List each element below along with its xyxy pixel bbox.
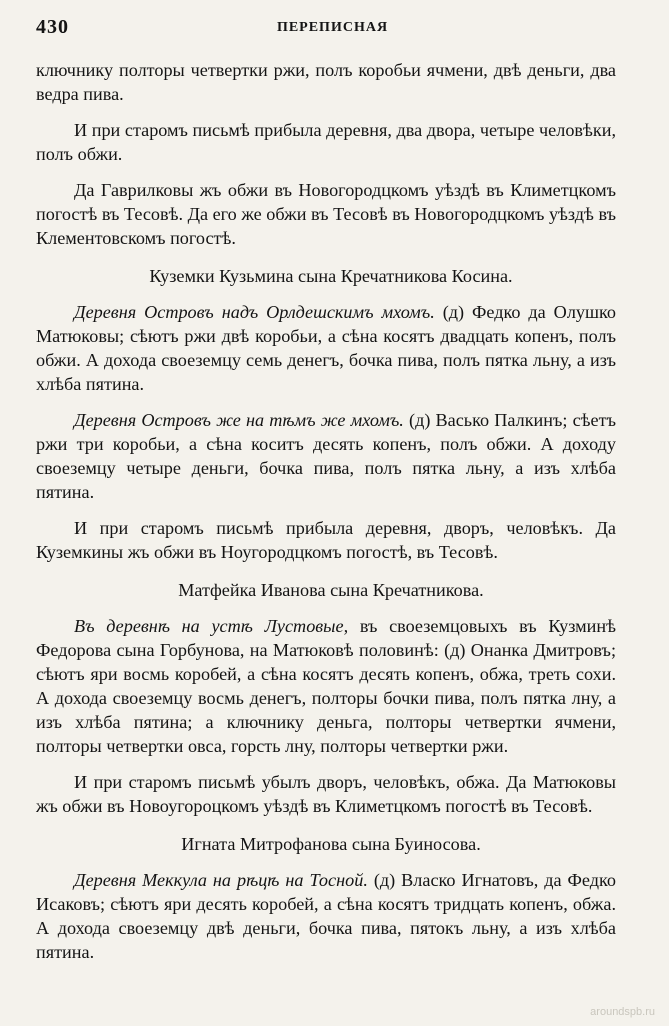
section-heading-2: Матфейка Иванова сына Кречатникова. [178,580,484,600]
paragraph-entry-2 [36,408,616,504]
paragraph-note-1: И при старомъ письмѣ прибыла деревня, два двора, четыре человѣки, полъ обжи. [36,120,616,164]
page-body [36,58,616,964]
section-heading-1: Куземки Кузьмина сына Кречатникова Косина. [149,266,513,286]
village-name-3: Въ деревнѣ на устѣ Лустовые, [74,616,349,636]
page-number: 430 [36,16,69,38]
paragraph-entry-3 [36,614,616,758]
section-heading-3: Игната Митрофанова сына Буиносова. [181,834,481,854]
village-name-4: Деревня Меккула на рѣцѣ на Тосной. [74,870,368,890]
entry-text-1: (д) Федко да Олушко Матюковы; сѣютъ ржи двѣ коробьи, а сѣна косятъ двадцать копенъ, полъ обжи. А дохода своеземцу семь денегъ, бочка пива, полъ пятка льну, а изъ хлѣба пятина. [36,302,616,394]
paragraph-note-4: И при старомъ письмѣ убылъ дворъ, человѣкъ, обжа. Да Матюковы жъ обжи въ Новоугороцкомъ уѣздѣ въ Климетцкомъ погостѣ въ Тесовѣ. [36,772,616,816]
paragraph-note-2: Да Гаврилковы жъ обжи въ Новогородцкомъ уѣздѣ въ Климетцкомъ погостѣ въ Тесовѣ. Да его же обжи въ Тесовѣ въ Новогородцкомъ уѣздѣ въ Клементовскомъ погостѣ. [36,180,616,248]
running-head: ПЕРЕПИСНАЯ [276,20,389,35]
paragraph-note-3: И при старомъ письмѣ прибыла деревня, дворъ, человѣкъ. Да Куземкины жъ обжи въ Ноугородцкомъ погостѣ, въ Тесовѣ. [36,518,616,562]
village-name-2: Деревня Островъ же на тѣмъ же мхомъ. [74,410,404,430]
entry-text-4: (д) Власко Игнатовъ, да Федко Исаковъ; сѣютъ яри десять коробей, а сѣна косятъ тридцать копенъ, обжа. А дохода своеземцу двѣ деньги, бочка пива, пятокъ льну, а изъ хлѣба пятина. [36,870,617,962]
paragraph-continuation: ключнику полторы четвертки ржи, полъ коробьи ячмени, двѣ деньги, два ведра пива. [36,60,616,104]
watermark: aroundspb.ru [590,1006,655,1018]
paragraph-entry-1 [36,300,616,396]
entry-text-3: въ своеземцовыхъ въ Кузминѣ Федорова сына Горбунова, на Матюковѣ половинѣ: (д) Онанка Дмитровъ; сѣютъ яри восмь коробей, а сѣна косятъ десять копенъ, обжа, треть сохи. А дохода своеземцу восмь денегъ, полторы бочки пива, полъ пятка лну, а изъ хлѣба пятина; а ключнику деньга, полторы четвертки ячмени, полторы четвертки овса, горсть лну, полторы четвертки ржи. [36,616,616,756]
paragraph-entry-4 [36,868,616,964]
page-header [36,16,629,44]
entry-text-2: (д) Васько Палкинъ; сѣетъ ржи три коробьи, а сѣна коситъ десять копенъ, полъ обжи. А доходу своеземцу четыре деньги, бочка пива, полъ пятка льну, а изъ хлѣба пятина. [36,410,616,502]
village-name-1: Деревня Островъ надъ Орлдешскимъ мхомъ. [74,302,435,322]
